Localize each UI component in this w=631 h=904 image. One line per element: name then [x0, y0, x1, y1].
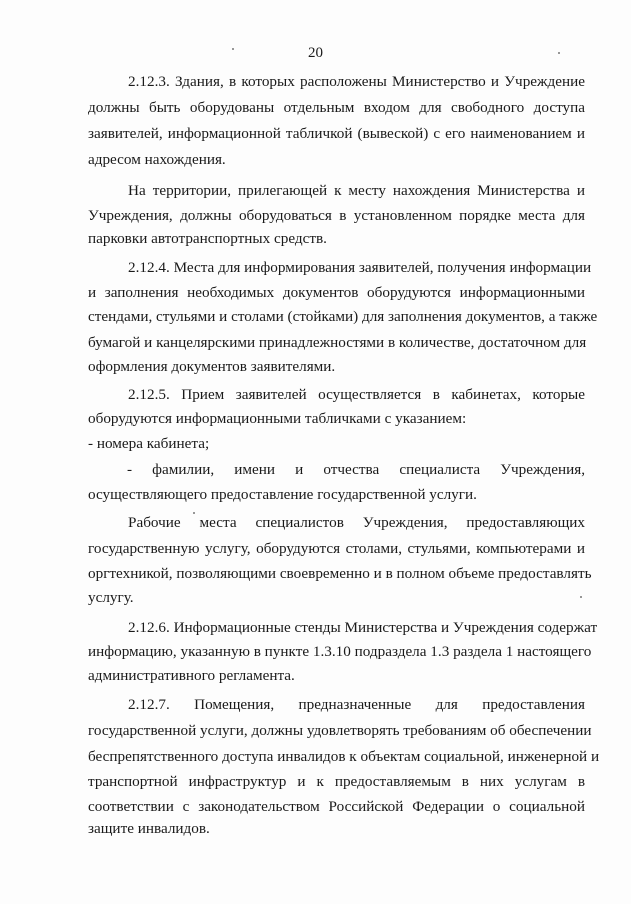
list-item: - фамилии, имени и отчества специалиста Учреждения,: [127, 461, 585, 478]
text-line: 2.12.6. Информационные стенды Министерства и Учреждения содержат: [128, 619, 598, 636]
text-line: оформления документов заявителями.: [88, 358, 336, 375]
text-line: стендами, стульями и столами (стойками) для заполнения документов, а также: [88, 308, 598, 325]
text-line: оргтехникой, позволяющими своевременно и в полном объеме предоставлять: [88, 565, 592, 582]
text-line: соответствии с законодательством Российской Федерации о социальной: [88, 798, 585, 815]
text-line: государственной услуги, должны удовлетворять требованиям об обеспечении: [88, 722, 592, 739]
text-line: 2.12.5. Прием заявителей осуществляется в кабинетах, которые: [128, 386, 585, 403]
text-line: услугу.: [88, 589, 134, 606]
text-line: защите инвалидов.: [88, 820, 210, 837]
text-line: Рабочие места специалистов Учреждения, предоставляющих: [128, 514, 585, 531]
text-line: оборудуются информационными табличками с указанием:: [88, 410, 467, 427]
text-line: 2.12.4. Места для информирования заявителей, получения информации: [128, 259, 592, 276]
text-line: 2.12.3. Здания, в которых расположены Министерство и Учреждение: [128, 73, 585, 90]
text-line: беспрепятственного доступа инвалидов к объектам социальной, инженерной и: [88, 748, 600, 765]
text-line: информацию, указанную в пункте 1.3.10 подраздела 1.3 раздела 1 настоящего: [88, 643, 592, 660]
text-line: и заполнения необходимых документов оборудуются информационными: [88, 284, 585, 301]
scan-speck: [193, 512, 195, 514]
text-line: административного регламента.: [88, 667, 295, 684]
text-line: 2.12.7. Помещения, предназначенные для предоставления: [128, 696, 585, 713]
scan-speck: [232, 48, 234, 50]
text-line: На территории, прилегающей к месту нахождения Министерства и: [128, 182, 585, 199]
text-line: адресом нахождения.: [88, 151, 226, 168]
scan-speck: [558, 52, 560, 54]
text-line: бумагой и канцелярскими принадлежностями в количестве, достаточном для: [88, 334, 587, 351]
scan-speck: [580, 596, 582, 598]
text-line: Учреждения, должны оборудоваться в установленном порядке места для: [88, 207, 585, 224]
text-line: парковки автотранспортных средств.: [88, 230, 327, 247]
text-line: государственную услугу, оборудуются столами, стульями, компьютерами и: [88, 540, 585, 557]
page-number: 20: [308, 45, 323, 61]
text-line: осуществляющего предоставление государственной услуги.: [88, 486, 477, 503]
text-line: должны быть оборудованы отдельным входом для свободного доступа: [88, 99, 585, 116]
list-item: - номера кабинета;: [88, 435, 210, 452]
text-line: заявителей, информационной табличкой (вывеской) с его наименованием и: [88, 125, 585, 142]
text-line: транспортной инфраструктур и к предоставляемым в них услугам в: [88, 773, 585, 790]
